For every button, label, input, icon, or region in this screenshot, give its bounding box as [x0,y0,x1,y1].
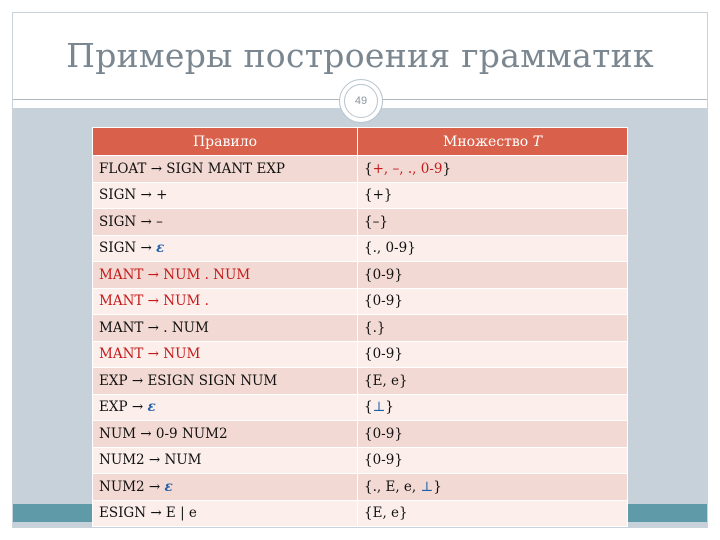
table-row [93,315,628,342]
cell-text-part: {+} [364,187,393,204]
table-body [93,156,628,527]
set-cell [358,394,628,421]
set-cell [358,288,628,315]
cell-text-part: {., E, e, [364,478,421,495]
set-cell [358,182,628,209]
cell-text-part: {0-9} [364,425,403,442]
header-rule: Правило [93,128,358,156]
grammar-table [92,127,628,527]
cell-text-part: {0-9} [364,293,403,310]
set-cell [358,500,628,527]
cell-text-part: {0-9} [364,346,403,363]
rule-cell [93,235,358,262]
rule-cell: MANT → . NUM [93,315,358,342]
cell-text-part: ⊥ [420,478,434,495]
header-set-prefix: Множество [443,133,529,150]
rule-cell: ESIGN → E | e [93,500,358,527]
set-cell [358,262,628,289]
cell-text-part: {0-9} [364,266,403,283]
cell-text-part: NUM2 → [99,478,165,495]
set-cell [358,209,628,236]
rule-cell: FLOAT → SIGN MANT EXP [93,156,358,183]
cell-text-part: { [364,399,373,416]
cell-text-part: ⊥ [372,399,386,416]
table-row [93,394,628,421]
rule-cell [93,394,358,421]
cell-text-part: {E, e} [364,372,408,389]
slide-title: Примеры построения грамматик [66,36,654,75]
cell-text-part: {E, e} [364,505,408,522]
cell-text-part: MANT → NUM . [99,293,209,310]
table-header-row [93,128,628,156]
cell-text-part: SIGN → [99,240,157,257]
table-row [93,209,628,236]
table-row [93,288,628,315]
rule-cell: SIGN → + [93,182,358,209]
table-row [93,447,628,474]
rule-cell [93,474,358,501]
set-cell [358,368,628,395]
table-row [93,500,628,527]
cell-text-part: { [364,160,373,177]
cell-text-part: +, –, ., 0-9 [372,160,443,177]
rule-cell [93,341,358,368]
set-cell [358,421,628,448]
table-row [93,368,628,395]
cell-text-part: {0-9} [364,452,403,469]
cell-text-part: {.} [364,319,386,336]
cell-text-part: } [433,478,442,495]
set-cell [358,341,628,368]
rule-cell: EXP → ESIGN SIGN NUM [93,368,358,395]
rule-cell: SIGN → – [93,209,358,236]
cell-text-part: MANT → NUM [99,346,201,363]
table-row [93,421,628,448]
table-row [93,235,628,262]
cell-text-part: ε [164,478,173,495]
cell-text-part: } [385,399,394,416]
set-cell [358,447,628,474]
table-row [93,182,628,209]
rule-cell: NUM2 → NUM [93,447,358,474]
rule-cell: NUM → 0-9 NUM2 [93,421,358,448]
cell-text-part: } [442,160,452,177]
cell-text-part: ε [147,399,156,416]
table-row [93,156,628,183]
set-cell [358,235,628,262]
page-number: 49 [344,84,378,118]
page-number-badge [339,79,383,123]
cell-text-part: MANT → NUM . NUM [99,266,251,283]
cell-text-part: EXP → [99,399,148,416]
rule-cell [93,262,358,289]
set-cell [358,315,628,342]
rule-cell [93,288,358,315]
cell-text-part: {., 0-9} [364,240,416,257]
set-cell [358,474,628,501]
cell-text-part: ε [156,240,165,257]
set-cell [358,156,628,183]
header-set [358,128,628,156]
cell-text-part: {–} [364,213,388,230]
table-row [93,474,628,501]
table-row [93,262,628,289]
table-row [93,341,628,368]
header-set-var: T [532,133,542,150]
